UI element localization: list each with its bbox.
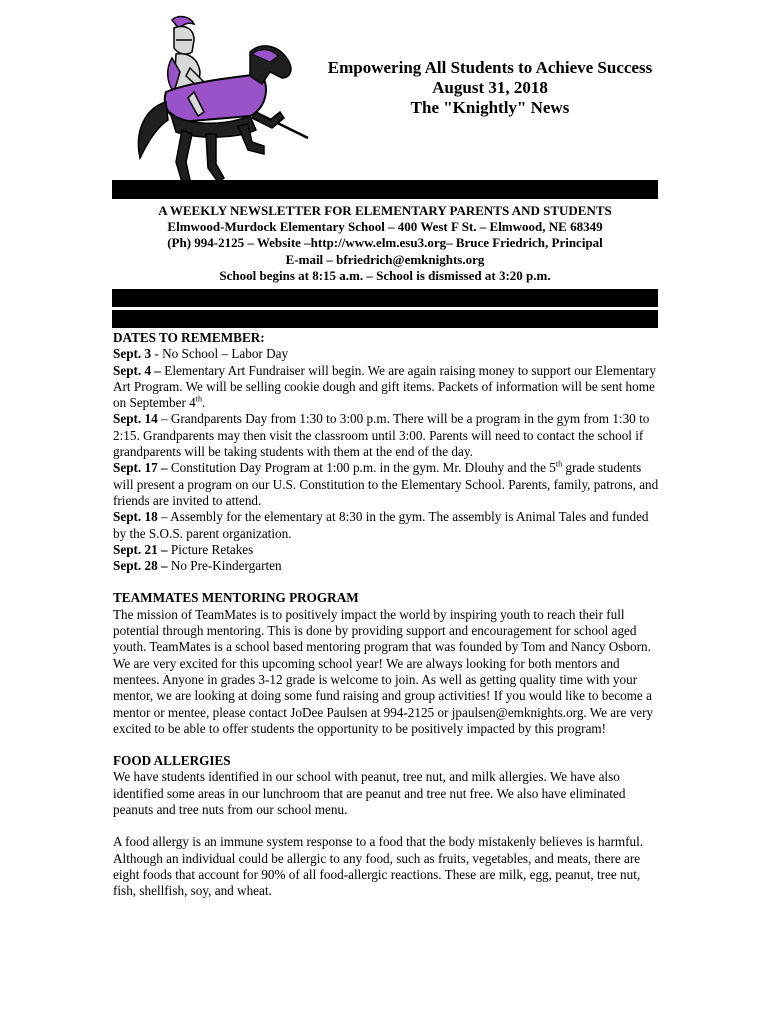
event-sept-28: Sept. 28 – No Pre-Kindergarten	[113, 558, 282, 574]
food-allergies-para-2: A food allergy is an immune system response to a food that the body mistakenly believes is harmful. Although an individual could be allergic to any food, such as fruits, vegetables, and meats, there are eight foods that account for 90% of all food-allergic reactions. These are milk, egg, peanut, tree nut, fish, shellfish, soy, and wheat.	[113, 834, 644, 899]
food-allergies-para-1: We have students identified in our school with peanut, tree nut, and milk allergies. We have also identified some areas in our lunchroom that are peanut and tree nut free. We also have eliminated peanuts and tree nuts from our school menu.	[113, 769, 626, 818]
masthead-info	[112, 203, 658, 284]
newsletter-body	[113, 330, 661, 900]
divider-bar	[112, 289, 658, 307]
event-sept-21: Sept. 21 – Picture Retakes	[113, 541, 254, 557]
teammates-heading: TEAMMATES MENTORING PROGRAM	[113, 590, 359, 606]
masthead-hours: School begins at 8:15 a.m. – School is dismissed at 3:20 p.m.	[219, 267, 551, 283]
food-allergies-heading: FOOD ALLERGIES	[113, 753, 231, 769]
event-sept-14: Sept. 14 – Grandparents Day from 1:30 to 3:00 p.m. There will be a program in the gym from 1:30 to 2:15. Grandparents may then visit the classroom until 3:00. Parents will need to contact the school if grandparents will be taking students with them at the end of the day.	[113, 411, 650, 460]
knight-logo	[110, 12, 315, 184]
event-sept-3: Sept. 3 - No School – Labor Day	[113, 346, 289, 362]
dates-heading: DATES TO REMEMBER:	[113, 330, 265, 345]
divider-bar	[112, 310, 658, 328]
newsletter-title-block	[300, 58, 680, 118]
masthead-email: E-mail – bfriedrich@emknights.org	[285, 251, 485, 267]
masthead-subtitle: A WEEKLY NEWSLETTER FOR ELEMENTARY PARENTS AND STUDENTS	[158, 203, 612, 218]
masthead-address: Elmwood-Murdock Elementary School – 400 West F St. – Elmwood, NE 68349	[167, 219, 603, 235]
newsletter-date: August 31, 2018	[432, 78, 548, 97]
divider-bar	[112, 180, 658, 199]
newsletter-name: The "Knightly" News	[410, 98, 570, 117]
event-sept-18: Sept. 18 – Assembly for the elementary at 8:30 in the gym. The assembly is Animal Tales and funded by the S.O.S. parent organization.	[113, 509, 649, 541]
event-sept-4: Sept. 4 – Elementary Art Fundraiser will begin. We are again raising money to support our Elementary Art Program. We will be selling cookie dough and gift items. Packets of information will be sent home on September 4th.	[113, 362, 656, 411]
masthead-contact: (Ph) 994-2125 – Website –http://www.elm.esu3.org– Bruce Friedrich, Principal	[167, 235, 603, 251]
newsletter-motto: Empowering All Students to Achieve Success	[327, 58, 653, 77]
teammates-body: The mission of TeamMates is to positively impact the world by inspiring youth to reach their full potential through mentoring. This is done by providing support and encouragement for school aged youth. TeamMates is a school based mentoring program that was founded by Tom and Nancy Osborn. We are very excited for this upcoming school year! We are always looking for both mentors and mentees. Anyone in grades 3-12 grade is welcome to join. As well as getting quality time with your mentor, we are looking at doing some fund raising and group activities! If you would like to become a mentor or mentee, please contact JoDee Paulsen at 994-2125 or jpaulsen@emknights.org. We are very excited to be able to offer students the opportunity to be positively impacted by this program!	[113, 606, 654, 736]
event-sept-17: Sept. 17 – Constitution Day Program at 1:00 p.m. in the gym. Mr. Dlouhy and the 5th grade students will present a program on our U.S. Constitution to the Elementary School. Parents, family, patrons, and friends are invited to attend.	[113, 459, 659, 508]
